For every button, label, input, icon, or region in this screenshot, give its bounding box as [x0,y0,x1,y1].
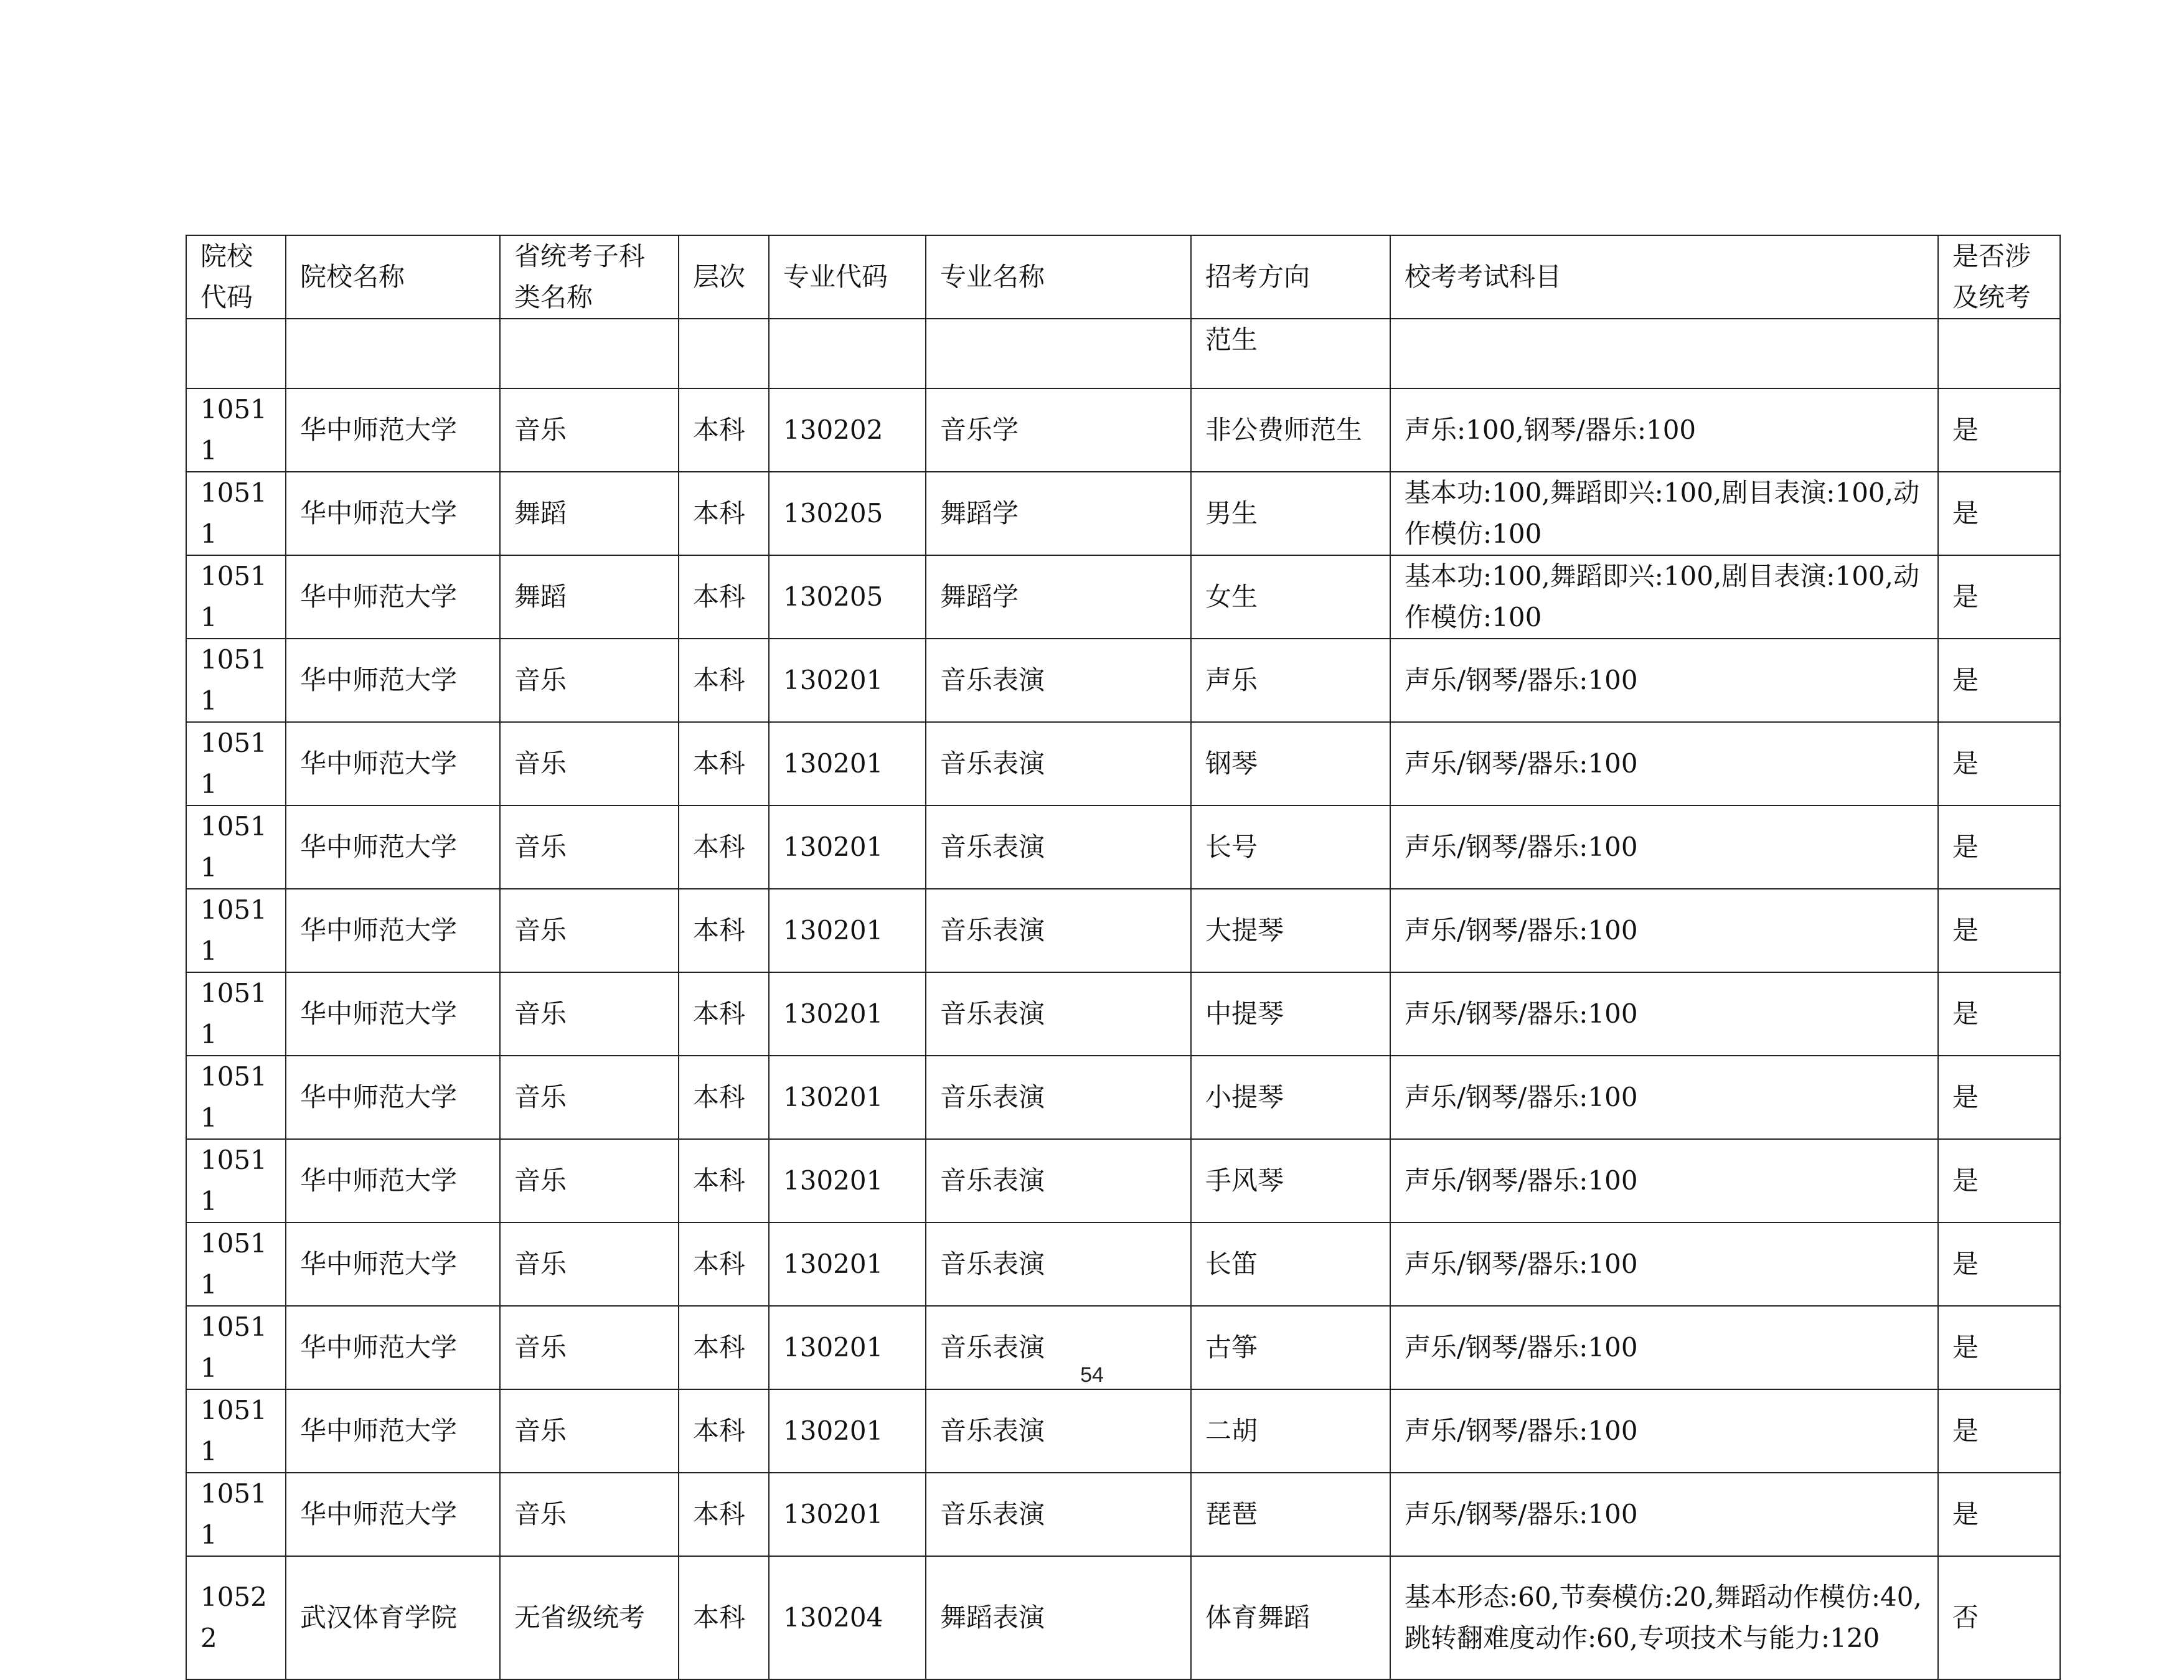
cell-subcategory: 音乐 [500,1056,679,1139]
table-row [186,1222,2060,1306]
cell-subcategory: 音乐 [500,639,679,722]
cell-unified-exam: 是 [1938,722,2060,805]
cell-direction: 中提琴 [1191,972,1390,1056]
cell-unified-exam: 是 [1938,555,2060,639]
cell-exam-subjects: 声乐/钢琴/器乐:100 [1390,805,1938,889]
cell-subcategory: 音乐 [500,805,679,889]
cell-major-code: 130201 [769,639,926,722]
cell-school-name: 华中师范大学 [286,1473,500,1556]
cell-school-name: 华中师范大学 [286,722,500,805]
cell-school-code: 10511 [186,722,286,805]
cell-school-name: 华中师范大学 [286,1222,500,1306]
cell-school-code: 10511 [186,1389,286,1473]
cell-unified-exam: 是 [1938,388,2060,472]
cell-exam-subjects: 声乐/钢琴/器乐:100 [1390,1389,1938,1473]
header-unified-exam: 是否涉及统考 [1938,235,2060,319]
header-direction: 招考方向 [1191,235,1390,319]
cell-major-code: 130201 [769,1056,926,1139]
table-row [186,1306,2060,1389]
cell-subcategory: 舞蹈 [500,472,679,555]
cell-school-name: 华中师范大学 [286,639,500,722]
cell-level: 本科 [679,472,769,555]
cell-subcategory: 音乐 [500,1139,679,1222]
cell-major-code: 130202 [769,388,926,472]
cell-exam-subjects: 声乐/钢琴/器乐:100 [1390,889,1938,972]
table-row [186,1056,2060,1139]
cell-direction: 长号 [1191,805,1390,889]
cell-unified-exam: 是 [1938,472,2060,555]
header-subcategory: 省统考子科类名称 [500,235,679,319]
cell-direction: 女生 [1191,555,1390,639]
cell-subcategory [500,319,679,388]
cell-subcategory: 无省级统考 [500,1556,679,1679]
cell-school-name: 华中师范大学 [286,1056,500,1139]
cell-exam-subjects: 声乐/钢琴/器乐:100 [1390,1139,1938,1222]
cell-direction: 小提琴 [1191,1056,1390,1139]
cell-major-code: 130201 [769,805,926,889]
cell-direction: 声乐 [1191,639,1390,722]
table-body [186,319,2060,1679]
cell-level: 本科 [679,639,769,722]
cell-unified-exam: 是 [1938,1139,2060,1222]
cell-level: 本科 [679,388,769,472]
cell-school-code: 10511 [186,1056,286,1139]
cell-subcategory: 音乐 [500,972,679,1056]
cell-major-name: 音乐表演 [926,1139,1191,1222]
cell-major-name: 舞蹈表演 [926,1556,1191,1679]
cell-exam-subjects: 声乐/钢琴/器乐:100 [1390,722,1938,805]
cell-level: 本科 [679,1306,769,1389]
table-row [186,472,2060,555]
cell-level: 本科 [679,1473,769,1556]
cell-school-code: 10511 [186,972,286,1056]
cell-exam-subjects: 声乐/钢琴/器乐:100 [1390,1222,1938,1306]
table-header-row [186,235,2060,319]
cell-major-name: 音乐表演 [926,722,1191,805]
cell-unified-exam: 是 [1938,1389,2060,1473]
cell-school-code: 10511 [186,1473,286,1556]
cell-direction: 长笛 [1191,1222,1390,1306]
header-major-name: 专业名称 [926,235,1191,319]
cell-subcategory: 音乐 [500,722,679,805]
header-exam-subjects: 校考考试科目 [1390,235,1938,319]
cell-major-code: 130201 [769,972,926,1056]
cell-direction: 非公费师范生 [1191,388,1390,472]
header-school-code: 院校代码 [186,235,286,319]
cell-unified-exam: 是 [1938,972,2060,1056]
cell-subcategory: 舞蹈 [500,555,679,639]
cell-school-code: 10511 [186,1306,286,1389]
page-number: 54 [1080,1363,1104,1387]
cell-direction: 琵琶 [1191,1473,1390,1556]
cell-major-name: 音乐表演 [926,972,1191,1056]
cell-school-code: 10511 [186,1139,286,1222]
cell-major-name: 舞蹈学 [926,555,1191,639]
cell-direction: 大提琴 [1191,889,1390,972]
cell-unified-exam: 否 [1938,1556,2060,1679]
cell-level: 本科 [679,889,769,972]
cell-school-name [286,319,500,388]
cell-major-name: 音乐表演 [926,1222,1191,1306]
cell-unified-exam: 是 [1938,805,2060,889]
cell-direction: 男生 [1191,472,1390,555]
table-row [186,972,2060,1056]
table-row [186,319,2060,388]
cell-unified-exam: 是 [1938,639,2060,722]
cell-major-name: 音乐表演 [926,1056,1191,1139]
cell-school-name: 华中师范大学 [286,1306,500,1389]
cell-subcategory: 音乐 [500,1306,679,1389]
cell-level: 本科 [679,805,769,889]
cell-school-name: 华中师范大学 [286,388,500,472]
cell-level: 本科 [679,1222,769,1306]
cell-school-code: 10511 [186,472,286,555]
cell-school-code: 10511 [186,1222,286,1306]
cell-exam-subjects: 声乐:100,钢琴/器乐:100 [1390,388,1938,472]
cell-school-code: 10511 [186,388,286,472]
cell-direction: 手风琴 [1191,1139,1390,1222]
cell-school-name: 华中师范大学 [286,1139,500,1222]
cell-exam-subjects: 声乐/钢琴/器乐:100 [1390,1056,1938,1139]
cell-exam-subjects: 声乐/钢琴/器乐:100 [1390,1306,1938,1389]
cell-level: 本科 [679,1556,769,1679]
cell-major-name: 音乐表演 [926,1389,1191,1473]
cell-major-code: 130204 [769,1556,926,1679]
cell-exam-subjects: 基本功:100,舞蹈即兴:100,剧目表演:100,动作模仿:100 [1390,555,1938,639]
table-row [186,722,2060,805]
cell-major-code: 130201 [769,1389,926,1473]
cell-school-name: 华中师范大学 [286,889,500,972]
cell-major-name: 音乐表演 [926,889,1191,972]
cell-exam-subjects: 基本功:100,舞蹈即兴:100,剧目表演:100,动作模仿:100 [1390,472,1938,555]
cell-school-name: 华中师范大学 [286,472,500,555]
cell-major-code: 130201 [769,1222,926,1306]
cell-level: 本科 [679,555,769,639]
cell-unified-exam: 是 [1938,889,2060,972]
cell-major-code: 130201 [769,1306,926,1389]
cell-level [679,319,769,388]
cell-major-code [769,319,926,388]
cell-major-code: 130201 [769,1139,926,1222]
cell-level: 本科 [679,1056,769,1139]
cell-direction: 范生 [1191,319,1390,388]
header-school-name: 院校名称 [286,235,500,319]
cell-subcategory: 音乐 [500,889,679,972]
cell-school-code: 10511 [186,639,286,722]
cell-major-name: 舞蹈学 [926,472,1191,555]
header-major-code: 专业代码 [769,235,926,319]
cell-direction: 古筝 [1191,1306,1390,1389]
cell-exam-subjects: 声乐/钢琴/器乐:100 [1390,1473,1938,1556]
cell-level: 本科 [679,972,769,1056]
cell-major-code: 130201 [769,1473,926,1556]
cell-unified-exam: 是 [1938,1056,2060,1139]
table-row [186,639,2060,722]
cell-school-code: 10511 [186,889,286,972]
cell-school-code [186,319,286,388]
cell-unified-exam: 是 [1938,1222,2060,1306]
admissions-table [186,235,2061,1680]
cell-subcategory: 音乐 [500,1473,679,1556]
cell-major-name: 音乐表演 [926,639,1191,722]
cell-school-code: 10511 [186,555,286,639]
cell-exam-subjects: 声乐/钢琴/器乐:100 [1390,972,1938,1056]
cell-direction: 钢琴 [1191,722,1390,805]
cell-major-code: 130201 [769,889,926,972]
cell-unified-exam [1938,319,2060,388]
cell-school-name: 武汉体育学院 [286,1556,500,1679]
cell-unified-exam: 是 [1938,1306,2060,1389]
cell-school-name: 华中师范大学 [286,972,500,1056]
cell-exam-subjects: 声乐/钢琴/器乐:100 [1390,639,1938,722]
table-row [186,889,2060,972]
cell-subcategory: 音乐 [500,1222,679,1306]
table-row [186,805,2060,889]
cell-major-code: 130205 [769,472,926,555]
table-row [186,1556,2060,1679]
table-row [186,1389,2060,1473]
cell-school-code: 10511 [186,805,286,889]
cell-school-name: 华中师范大学 [286,555,500,639]
cell-subcategory: 音乐 [500,1389,679,1473]
cell-level: 本科 [679,1389,769,1473]
table-row [186,1139,2060,1222]
cell-major-name: 音乐表演 [926,1306,1191,1389]
header-level: 层次 [679,235,769,319]
cell-level: 本科 [679,1139,769,1222]
cell-major-name: 音乐表演 [926,805,1191,889]
cell-level: 本科 [679,722,769,805]
cell-major-name [926,319,1191,388]
cell-major-code: 130201 [769,722,926,805]
cell-major-name: 音乐表演 [926,1473,1191,1556]
cell-direction: 体育舞蹈 [1191,1556,1390,1679]
cell-unified-exam: 是 [1938,1473,2060,1556]
cell-major-code: 130205 [769,555,926,639]
cell-school-name: 华中师范大学 [286,805,500,889]
table-row [186,388,2060,472]
cell-subcategory: 音乐 [500,388,679,472]
cell-exam-subjects: 基本形态:60,节奏模仿:20,舞蹈动作模仿:40,跳转翻难度动作:60,专项技术与能力:120 [1390,1556,1938,1679]
cell-exam-subjects [1390,319,1938,388]
table-row [186,555,2060,639]
cell-school-name: 华中师范大学 [286,1389,500,1473]
cell-major-name: 音乐学 [926,388,1191,472]
cell-direction: 二胡 [1191,1389,1390,1473]
cell-school-code: 10522 [186,1556,286,1679]
